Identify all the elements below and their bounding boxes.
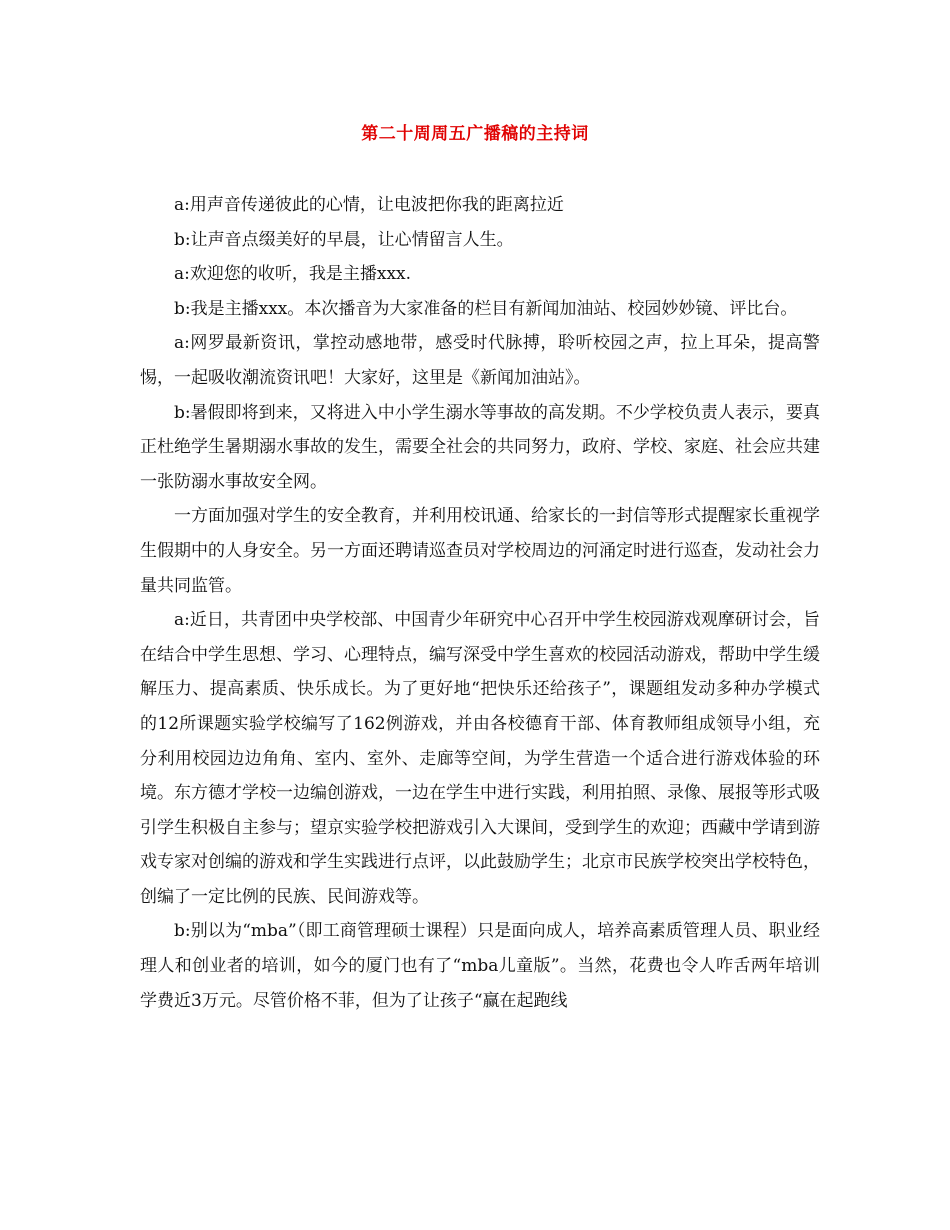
paragraph: 一方面加强对学生的安全教育，并利用校讯通、给家长的一封信等形式提醒家长重视学生假期中的人身安全。另一方面还聘请巡查员对学校周边的河涌定时进行巡查，发动社会力量共同监管。 xyxy=(140,506,820,596)
paragraph: b:我是主播xxx。本次播音为大家准备的栏目有新闻加油站、校园妙妙镜、评比台。 xyxy=(174,298,798,319)
document-body xyxy=(140,188,820,1018)
paragraph: a:用声音传递彼此的心情，让电波把你我的距离拉近 xyxy=(174,195,564,215)
paragraph: b:别以为“mba”（即工商管理硕士课程）只是面向成人，培养高素质管理人员、职业经理人和创业者的培训，如今的厦门也有了“mba儿童版”。当然，花费也令人咋舌两年培训学费近3万元。尽管价格不菲，但为了让孩子“赢在起跑线 xyxy=(140,921,820,1011)
paragraph: a:欢迎您的收听，我是主播xxx. xyxy=(174,264,412,285)
paragraph: b:暑假即将到来，又将进入中小学生溺水等事故的高发期。不少学校负责人表示，要真正杜绝学生暑期溺水事故的发生，需要全社会的共同努力，政府、学校、家庭、社会应共建一张防溺水事故安全网。 xyxy=(140,402,820,492)
paragraph: a:网罗最新资讯，掌控动感地带，感受时代脉搏，聆听校园之声，拉上耳朵，提高警惕，一起吸收潮流资讯吧！大家好，这里是《新闻加油站》。 xyxy=(140,333,820,388)
paragraph: a:近日，共青团中央学校部、中国青少年研究中心召开中学生校园游戏观摩研讨会，旨在结合中学生思想、学习、心理特点，编写深受中学生喜欢的校园活动游戏，帮助中学生缓解压力、提高素质、快乐成长。为了更好地“把快乐还给孩子”，课题组发动多种办学模式的12所课题实验学校编写了162例游戏，并由各校德育干部、体育教师组成领导小组，充分利用校园边边角角、室内、室外、走廊等空间，为学生营造一个适合进行游戏体验的环境。东方德才学校一边编创游戏，一边在学生中进行实践，利用拍照、录像、展报等形式吸引学生积极自主参与；望京实验学校把游戏引入大课间，受到学生的欢迎；西藏中学请到游戏专家对创编的游戏和学生实践进行点评，以此鼓励学生；北京市民族学校突出学校特色，创编了一定比例的民族、民间游戏等。 xyxy=(140,610,820,907)
document-title: 第二十周周五广播稿的主持词 xyxy=(361,124,589,144)
paragraph: b:让声音点缀美好的早晨，让心情留言人生。 xyxy=(174,229,514,250)
